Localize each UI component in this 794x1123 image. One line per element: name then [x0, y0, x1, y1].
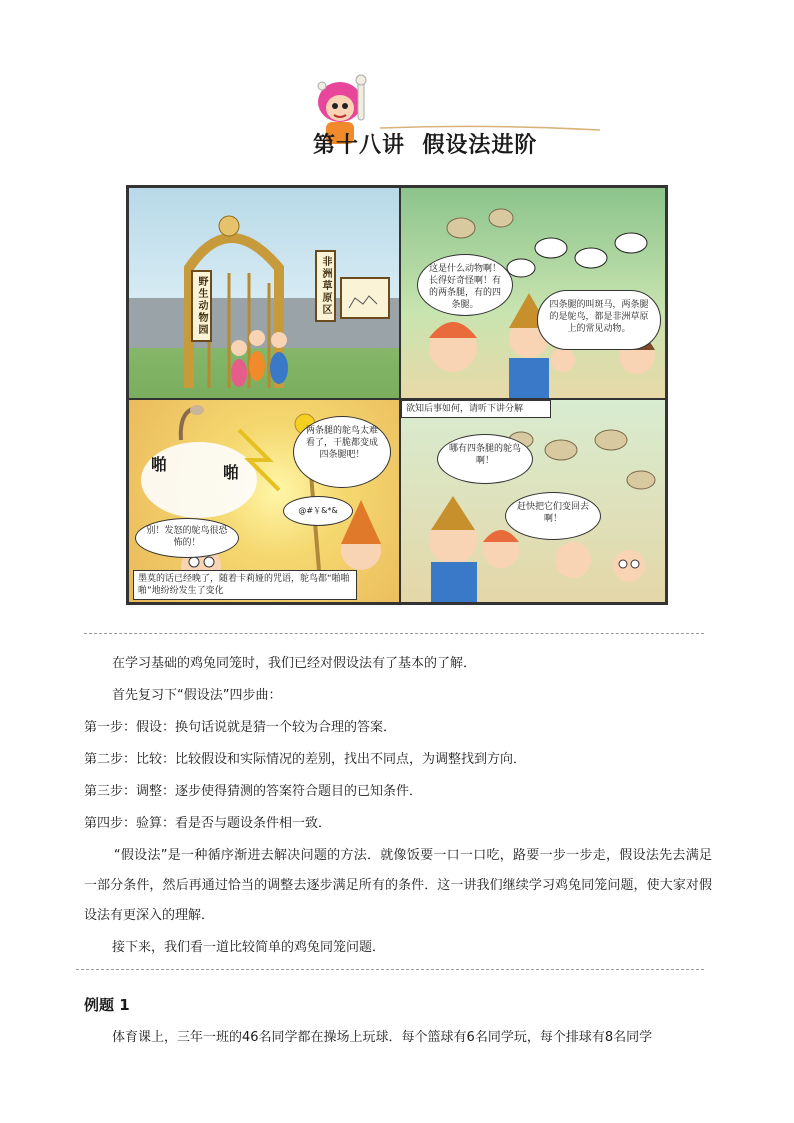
speech-bubble-four-legs: 哪有四条腿的鸵鸟啊！	[437, 434, 533, 484]
comic-panel-2	[400, 187, 666, 399]
divider-top	[84, 633, 704, 634]
review-paragraph: 首先复习下“假设法”四步曲：	[112, 688, 282, 703]
step-3: 第三步：调整：逐步使得猜测的答案符合题目的已知条件．	[84, 784, 423, 799]
page-title: 第十八讲 假设法进阶	[313, 132, 538, 158]
zoo-gate-illustration	[129, 188, 400, 399]
explanation-paragraph: “假设法”是一种循序渐进去解决问题的方法．就像饭要一口一口吃，路要一步一步走，假设法先去满足一部分条件，然后再通过恰当的调整去逐步满足所有的条件．这一讲我们继续学习鸡兔同笼问题，使大家对假设法有更深入的理解．	[84, 848, 712, 923]
safari-area-sign: 非洲草原区	[315, 250, 336, 322]
comic-panel-4	[400, 399, 666, 603]
speech-bubble-change-back: 赶快把它们变回去啊！	[505, 492, 601, 540]
speech-bubble-answer: 四条腿的叫斑马，两条腿的是鸵鸟，都是非洲草原上的常见动物。	[537, 290, 661, 350]
speech-bubble-warning: 别！发怒的鸵鸟很恐怖的！	[135, 518, 239, 558]
page-header	[0, 0, 794, 170]
step-2: 第二步：比较：比较假设和实际情况的差别，找出不同点，为调整找到方向．	[84, 752, 527, 767]
comic-panel-1	[128, 187, 400, 399]
speech-bubble-spell: @#￥&*&	[283, 496, 353, 526]
divider-bottom	[76, 969, 704, 970]
step-1: 第一步：假设：换句话说就是猜一个较为合理的答案．	[84, 720, 397, 735]
sound-effect-pa-1: 啪	[151, 455, 168, 474]
next-paragraph: 接下来，我们看一道比较简单的鸡兔同笼问题．	[112, 940, 386, 955]
caption-narration: 墨莫的话已经晚了，随着卡莉娅的咒语，鸵鸟都“啪啪啪”地纷纷发生了变化	[133, 570, 357, 600]
intro-paragraph: 在学习基础的鸡兔同笼时，我们已经对假设法有了基本的了解．	[112, 656, 477, 671]
zoo-gate-sign: 野生动物园	[191, 270, 212, 342]
example-text: 体育课上，三年一班的46名同学都在操场上玩球．每个篮球有6名同学玩，每个排球有8名同学	[112, 1030, 653, 1045]
sound-effect-pa-2: 啪	[223, 463, 240, 482]
comic-panel-3	[128, 399, 400, 603]
speech-bubble-question: 这是什么动物啊！长得好奇怪啊！有的两条腿，有的四条腿。	[417, 254, 513, 316]
caption-to-be-continued: 欲知后事如何，请听下讲分解	[401, 400, 551, 418]
comic-strip	[126, 185, 668, 605]
step-4: 第四步：验算：看是否与题设条件相一致．	[84, 816, 332, 831]
example-title: 例题 1	[84, 996, 130, 1014]
speech-bubble-transform: 两条腿的鸵鸟太难看了，干脆都变成四条腿吧！	[293, 416, 391, 488]
